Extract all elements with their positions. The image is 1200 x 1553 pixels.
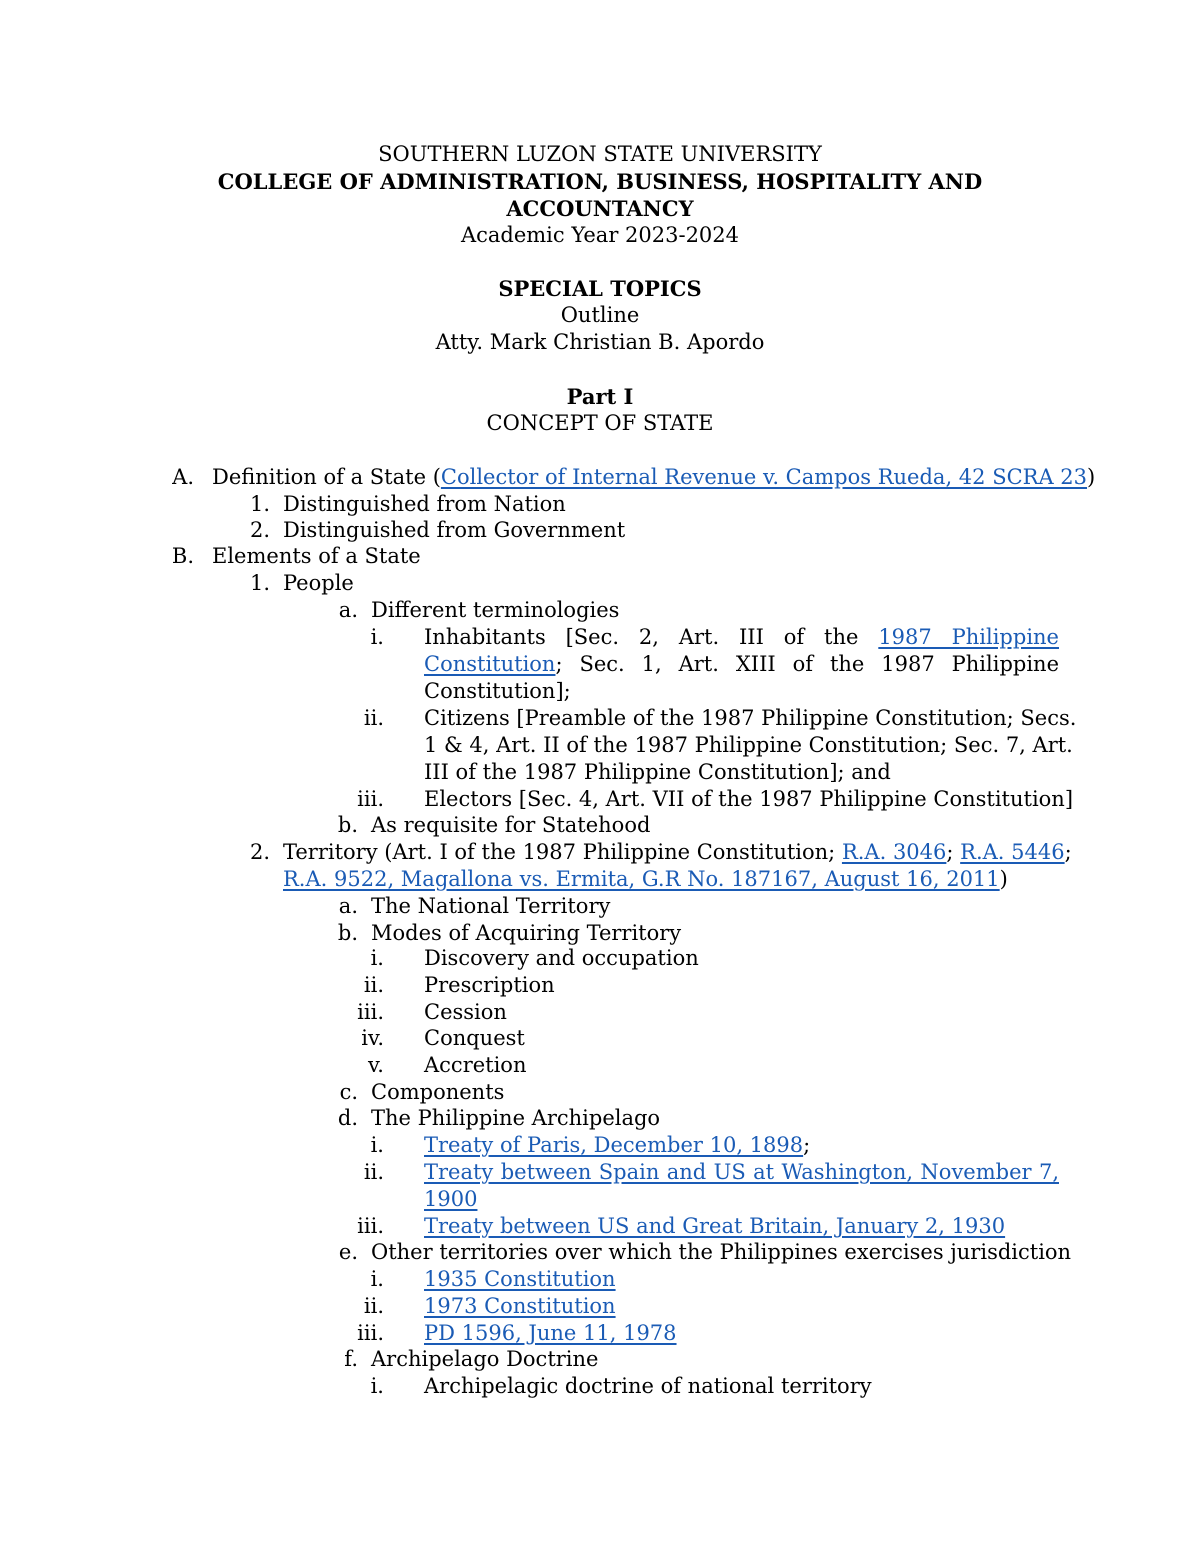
marker-b1: 1.	[249, 571, 270, 595]
marker-a1: 1.	[249, 492, 270, 516]
outline-item-b2c: Components	[371, 1080, 505, 1104]
marker-b2b: b.	[337, 921, 358, 945]
outline-item-b2e-ii	[424, 1294, 616, 1318]
outline-item-b2b-ii: Prescription	[424, 973, 555, 997]
marker-b2f-i: i.	[370, 1374, 384, 1398]
marker-b2b-iv: iv.	[361, 1026, 384, 1050]
link-treaty-washington-line-1[interactable]: Treaty between Spain and US at Washington, November 7,	[424, 1160, 1059, 1184]
outline-item-b2b-i: Discovery and occupation	[424, 946, 699, 970]
outline-item-b: Elements of a State	[212, 544, 421, 568]
marker-b2c: c.	[339, 1080, 358, 1104]
marker-a: A.	[172, 465, 194, 489]
marker-b: B.	[171, 544, 194, 568]
marker-b1a-iii: iii.	[357, 787, 384, 811]
marker-b2d-iii: iii.	[357, 1214, 384, 1238]
outline-item-b2e-i	[424, 1267, 616, 1291]
link-ra-3046[interactable]: R.A. 3046	[841, 840, 947, 864]
outline-item-b1a-i-line-1	[424, 625, 1059, 649]
link-1935-constitution[interactable]: 1935 Constitution	[424, 1267, 616, 1291]
item-text: ; Sec. 1, Art. XIII of the 1987 Philippine	[555, 652, 1059, 676]
instructor-name: Atty. Mark Christian B. Apordo	[435, 330, 765, 354]
marker-b2e: e.	[338, 1240, 358, 1264]
marker-b1a-ii: ii.	[363, 706, 384, 730]
outline-item-b2-line-1: Territory (Art. I of the 1987 Philippine Constitution; R.A. 3046; R.A. 5446;	[283, 840, 1072, 864]
marker-b2a: a.	[338, 894, 358, 918]
item-text: Territory (Art. I of the 1987 Philippine Constitution;	[283, 840, 842, 864]
outline-item-b2d-iii	[424, 1214, 1005, 1238]
marker-b1a-i: i.	[370, 625, 384, 649]
outline-item-b1a-iii: Electors [Sec. 4, Art. VII of the 1987 Philippine Constitution]	[424, 787, 1074, 811]
academic-year: Academic Year 2023-2024	[460, 223, 740, 247]
link-constitution[interactable]: Constitution	[424, 652, 556, 676]
outline-item-b1b: As requisite for Statehood	[371, 813, 651, 837]
marker-b2: 2.	[249, 840, 270, 864]
marker-b1a: a.	[338, 598, 358, 622]
outline-item-b2b-v: Accretion	[424, 1053, 527, 1077]
outline-item-b1a-i-line-2	[424, 652, 1059, 676]
outline-item-b2e: Other territories over which the Philippines exercises jurisdiction	[371, 1240, 1072, 1264]
part-title: CONCEPT OF STATE	[486, 411, 714, 435]
marker-b2b-iii: iii.	[357, 1000, 384, 1024]
outline-item-b2d-i	[424, 1133, 810, 1157]
outline-item-b2b-iii: Cession	[424, 1000, 507, 1024]
outline-item-b1a: Different terminologies	[371, 598, 620, 622]
outline-item-b2a: The National Territory	[371, 894, 611, 918]
marker-b2d-ii: ii.	[363, 1160, 384, 1184]
link-collector-v-campos-rueda[interactable]: Collector of Internal Revenue v. Campos Rueda, 42 SCRA 23	[440, 465, 1088, 489]
outline-item-b2f: Archipelago Doctrine	[371, 1347, 599, 1371]
outline-item-b1a-ii-line-2: 1 & 4, Art. II of the 1987 Philippine Constitution; Sec. 7, Art.	[424, 733, 1073, 757]
outline-item-b1a-ii-line-3: III of the 1987 Philippine Constitution]; and	[424, 760, 891, 784]
marker-b2e-ii: ii.	[363, 1294, 384, 1318]
course-title: SPECIAL TOPICS	[498, 276, 702, 301]
marker-b2b-v: v.	[367, 1053, 384, 1077]
marker-b2d-i: i.	[370, 1133, 384, 1157]
item-text: Inhabitants [Sec. 2, Art. III of the	[424, 625, 879, 649]
marker-b2b-i: i.	[370, 946, 384, 970]
link-ra-9522-magallona[interactable]: R.A. 9522, Magallona vs. Ermita, G.R No. 187167, August 16, 2011	[283, 867, 1000, 891]
document-type: Outline	[560, 303, 640, 327]
outline-item-a: Definition of a State (Collector of Internal Revenue v. Campos Rueda, 42 SCRA 23)	[212, 465, 1096, 489]
marker-b2e-i: i.	[370, 1267, 384, 1291]
outline-item-b2b: Modes of Acquiring Territory	[371, 921, 682, 945]
marker-b2b-ii: ii.	[363, 973, 384, 997]
part-heading: Part I	[566, 384, 634, 409]
outline-item-b2e-iii	[424, 1321, 677, 1345]
outline-item-b2b-iv: Conquest	[424, 1026, 525, 1050]
link-pd-1596[interactable]: PD 1596, June 11, 1978	[424, 1321, 677, 1345]
link-1973-constitution[interactable]: 1973 Constitution	[424, 1294, 616, 1318]
outline-item-b1a-ii-line-1: Citizens [Preamble of the 1987 Philippine Constitution; Secs.	[424, 706, 1077, 730]
university-name: SOUTHERN LUZON STATE UNIVERSITY	[378, 142, 822, 166]
outline-item-a1: Distinguished from Nation	[283, 492, 566, 516]
outline-item-b1: People	[283, 571, 354, 595]
college-name-line-1: COLLEGE OF ADMINISTRATION, BUSINESS, HOSPITALITY AND	[217, 169, 983, 194]
item-text: ;	[803, 1133, 811, 1157]
item-text: Definition of a State	[212, 465, 433, 489]
link-ra-5446[interactable]: R.A. 5446	[960, 840, 1065, 864]
outline-item-b1a-i-line-3: Constitution];	[424, 679, 571, 703]
link-treaty-us-great-britain[interactable]: Treaty between US and Great Britain, January 2, 1930	[424, 1214, 1006, 1238]
link-text[interactable]: 1900	[424, 1187, 478, 1211]
link-treaty-of-paris[interactable]: Treaty of Paris, December 10, 1898	[424, 1133, 804, 1157]
marker-b2d: d.	[337, 1106, 358, 1130]
marker-a2: 2.	[249, 518, 270, 542]
college-name-line-2: ACCOUNTANCY	[506, 196, 694, 221]
link-1987-constitution[interactable]: 1987 Philippine	[878, 625, 1059, 649]
outline-item-a2: Distinguished from Government	[283, 518, 626, 542]
marker-b2e-iii: iii.	[357, 1321, 384, 1345]
marker-b1b: b.	[337, 813, 358, 837]
marker-b2f: f.	[344, 1347, 358, 1371]
outline-item-b2-line-2: R.A. 9522, Magallona vs. Ermita, G.R No. 187167, August 16, 2011)	[283, 867, 1008, 891]
outline-item-b2d: The Philippine Archipelago	[371, 1106, 661, 1130]
outline-item-b2f-i: Archipelagic doctrine of national territory	[424, 1374, 872, 1398]
link-treaty-washington-line-2[interactable]	[424, 1187, 477, 1211]
